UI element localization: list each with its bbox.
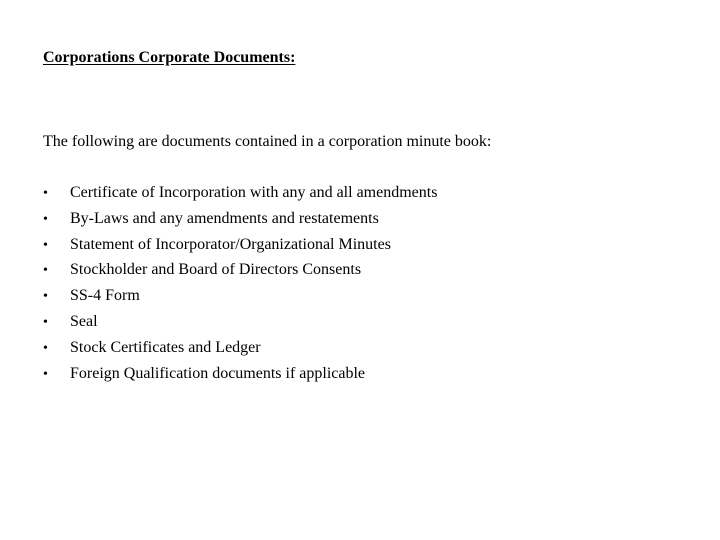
bullet-icon: • [43,340,48,356]
bullet-icon: • [43,186,48,201]
list-item-text: Foreign Qualification documents if applicable [70,364,366,382]
list-item-text: SS-4 Form [70,287,140,305]
list-item [43,236,437,262]
list-item [43,261,437,287]
list-item [43,184,437,210]
bullet-icon: • [43,263,48,279]
list-item-text: Certificate of Incorporation with any and all amendments [70,184,438,201]
intro-text: The following are documents contained in a corporation minute book: [43,133,492,150]
list-item [43,339,437,365]
list-item [43,287,437,313]
list-item [43,313,437,339]
document-list [43,184,437,390]
list-item-text: Seal [70,312,98,330]
bullet-icon: • [43,211,48,227]
list-item [43,210,437,236]
bullet-icon: • [43,289,48,305]
bullet-icon: • [43,366,48,382]
bullet-icon: • [43,237,48,253]
bullet-icon: • [43,314,48,330]
list-item [43,365,437,391]
list-item-text: By-Laws and any amendments and restatements [70,209,379,227]
list-item-text: Stock Certificates and Ledger [70,338,261,356]
list-item-text: Stockholder and Board of Directors Consents [70,261,362,279]
document-heading: Corporations Corporate Documents: [43,49,296,66]
list-item-text: Statement of Incorporator/Organizational Minutes [70,235,391,253]
